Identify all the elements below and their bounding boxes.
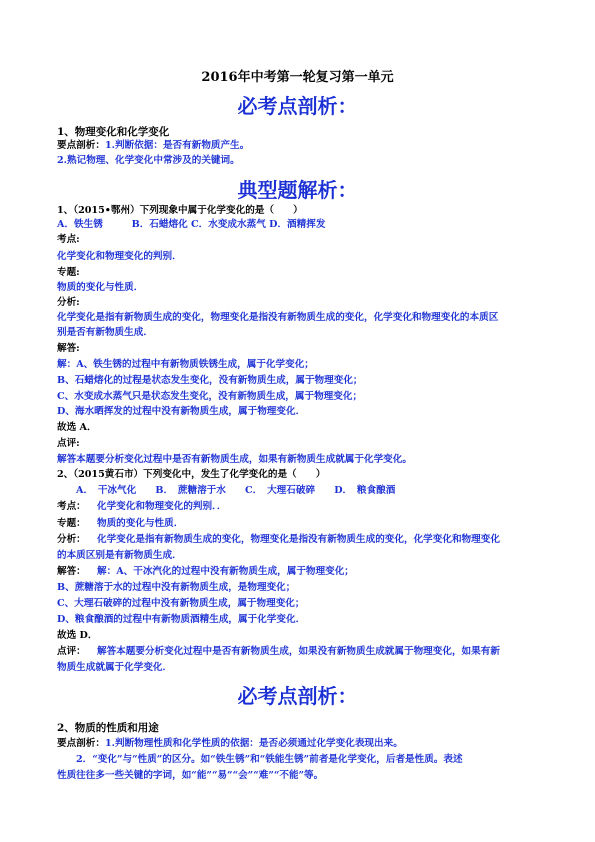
q2-jie-prefix: 解： (97, 566, 117, 577)
q2-stem: 2、（2015黄石市）下列变化中，发生了化学变化的是（ ） (57, 469, 326, 480)
q2-zhuanti-label: 专题： (57, 518, 86, 529)
q2-fenxi-label: 分析： (57, 534, 86, 545)
q2-jie-a: A、干冰汽化的过程中没有新物质生成，属于物理变化； (116, 566, 354, 577)
section2-key-point-label: 要点剖析： (57, 738, 105, 749)
q1-options: A．铁生锈 B．石蜡熔化 C．水变成水蒸气 D．酒精挥发 (57, 219, 326, 230)
q1-dianping: 解答本题要分析变化过程中是否有新物质生成，如果有新物质生成就属于化学变化。 (57, 454, 412, 465)
q2-dianping-1: 解答本题要分析变化过程中是否有新物质生成，如果没有新物质生成就属于物理变化，如果有新 (97, 646, 500, 657)
q1-dianping-label: 点评: (57, 438, 80, 449)
q2-jie-a-row (57, 565, 547, 578)
q2-jieda-label: 解答： (57, 566, 86, 577)
section1-key-point-2: 2.熟记物理、化学变化中常涉及的关键词。 (57, 155, 240, 166)
q1-jie-prefix: 解： (57, 359, 77, 370)
q2-jie-c: C、大理石破碎的过程中没有新物质生成，属于物理变化； (57, 598, 305, 609)
section1-key-point (57, 139, 547, 152)
section-heading-typical-examples: 典型题解析： (237, 178, 358, 202)
q2-kaodian: 化学变化和物理变化的判别．． (97, 501, 227, 512)
q2-kaodian-label: 考点： (57, 501, 86, 512)
q2-options: A． 干冰气化 B． 蔗糖溶于水 C． 大理石破碎 D． 粮食酿酒 (76, 485, 396, 496)
q1-kaodian: 化学变化和物理变化的判别． (57, 251, 182, 262)
q2-answer: 故选 D． (57, 630, 98, 641)
q2-jie-d: D、粮食酿酒的过程中有新物质酒精生成，属于化学变化． (57, 614, 306, 625)
section2-title: 2、物质的性质和用途 (57, 722, 159, 734)
q1-answer: 故选 A． (57, 422, 97, 433)
section2-key-point (57, 737, 547, 750)
page-title: 2016年中考第一轮复习第一单元 (201, 70, 394, 85)
q2-dianping-row (57, 645, 547, 658)
q2-fenxi-2: 的本质区别是有新物质生成． (57, 550, 182, 561)
q2-zhuanti-row (57, 517, 547, 530)
section2-key-point-text: 1.判断物理性质和化学性质的依据：是否必须通过化学变化表现出来。 (104, 738, 403, 749)
q1-fenxi-2: 别是否有新物质生成． (57, 327, 153, 338)
section-heading-must-know-1: 必考点剖析： (237, 94, 358, 118)
q2-fenxi-row (57, 533, 547, 546)
q1-fenxi-1: 化学变化是指有新物质生成的变化，物理变化是指没有新物质生成的变化，化学变化和物理变化的本质区 (57, 312, 499, 323)
section-heading-must-know-2: 必考点剖析： (237, 684, 358, 708)
section2-key-point-2-line1: 2．“变化”与“性质”的区分。如“铁生锈”和“铁能生锈”前者是化学变化，后者是性质。表述 (76, 754, 463, 765)
q1-jie-a-text: A、铁生锈的过程中有新物质铁锈生成，属于化学变化； (76, 359, 314, 370)
q1-fenxi-label: 分析: (57, 297, 80, 308)
q1-kaodian-label: 考点: (57, 234, 80, 245)
q2-jie-b: B、蔗糖溶于水的过程中没有新物质生成，是物理变化； (57, 582, 296, 593)
section1-title: 1、物理变化和化学变化 (57, 126, 170, 138)
key-point-label: 要点剖析： (57, 140, 105, 151)
q1-jie-c: C、水变成水蒸气只是状态发生变化，没有新物质生成，属于物理变化； (57, 391, 363, 402)
q1-jieda-label: 解答: (57, 343, 80, 354)
q1-jie-d: D、海水晒挥发的过程中没有新物质生成，属于物理变化． (57, 406, 306, 417)
section2-key-point-2-line2: 性质往往多一些关键的字词，如“能”“易”“会”“难”“不能”等。 (57, 770, 324, 781)
key-point-text: 1.判断依据：是否有新物质产生。 (104, 140, 250, 151)
q1-zhuanti: 物质的变化与性质． (57, 282, 144, 293)
q2-zhuanti: 物质的变化与性质． (97, 518, 184, 529)
q1-jie-a (57, 358, 547, 371)
q1-jie-b: B、石蜡熔化的过程是状态发生变化，没有新物质生成，属于物理变化； (57, 375, 363, 386)
q1-stem: 1、（2015•鄂州）下列现象中属于化学变化的是（ ） (57, 205, 303, 216)
q2-kaodian-row (57, 500, 547, 513)
q1-zhuanti-label: 专题: (57, 267, 80, 278)
q2-fenxi-1: 化学变化是指有新物质生成的变化，物理变化是指没有新物质生成的变化，化学变化和物理变化 (97, 534, 500, 545)
q2-dianping-label: 点评： (57, 646, 86, 657)
q2-dianping-2: 物质生成就属于化学变化． (57, 662, 173, 673)
